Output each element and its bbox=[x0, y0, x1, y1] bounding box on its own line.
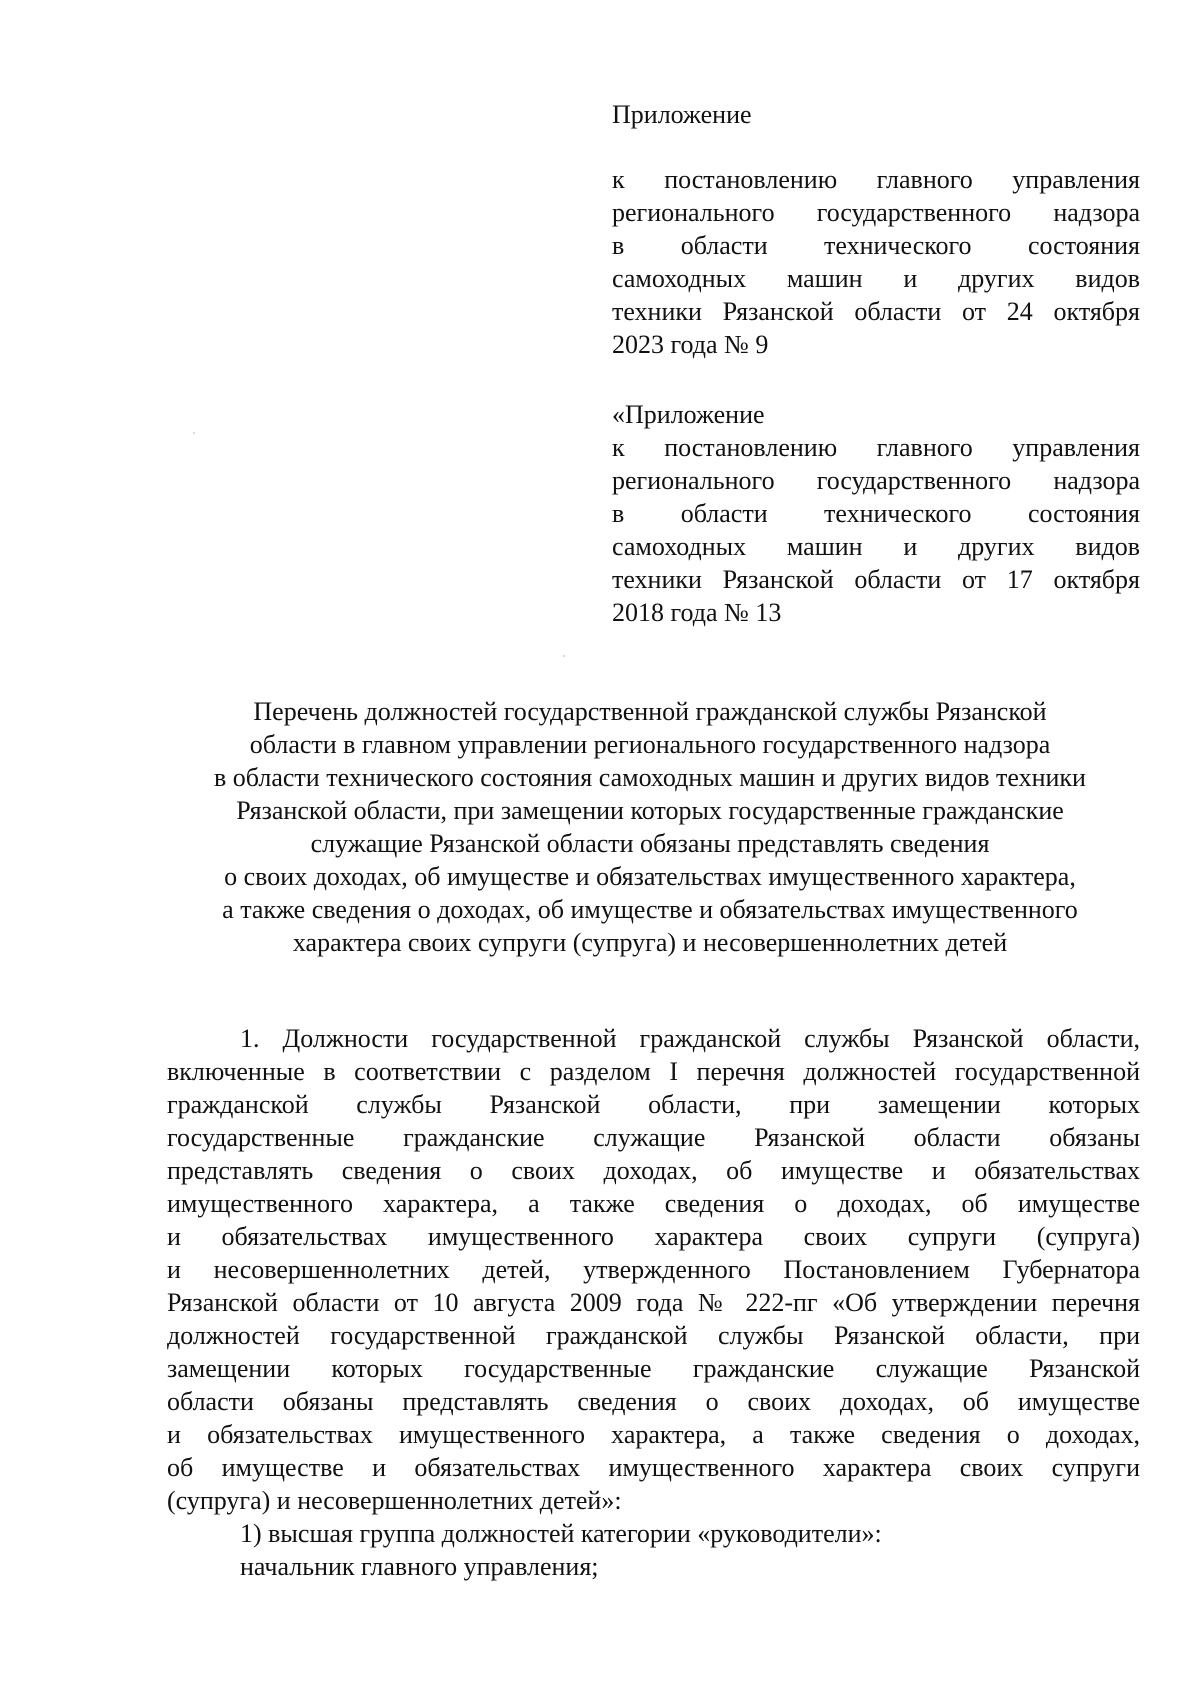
appendix-reference-line: к постановлению главного управления bbox=[612, 165, 1140, 194]
appendix-reference-line: самоходных машин и других видов bbox=[612, 264, 1140, 293]
body-line: замещении которых государственные гражданские служащие Рязанской bbox=[167, 1354, 1140, 1383]
body-line: и обязательствах имущественного характера своих супруги (супруга) bbox=[167, 1222, 1140, 1251]
body-paragraph bbox=[167, 1022, 1140, 1583]
body-line: и обязательствах имущественного характера, а также сведения о доходах, bbox=[167, 1420, 1140, 1449]
body-line: об имуществе и обязательствах имущественного характера своих супруги bbox=[167, 1453, 1140, 1482]
heading-line: характера своих супруги (супруга) и несовершеннолетних детей bbox=[292, 928, 1008, 957]
list-item: 1) высшая группа должностей категории «руководители»: bbox=[240, 1519, 882, 1548]
heading-line: а также сведения о доходах, об имуществе и обязательствах имущественного bbox=[222, 895, 1078, 924]
quoted-appendix-line: в области технического состояния bbox=[612, 499, 1140, 528]
heading-line: о своих доходах, об имуществе и обязательствах имущественного характера, bbox=[224, 862, 1076, 891]
heading-line: в области технического состояния самоходных машин и других видов техники bbox=[214, 763, 1086, 792]
body-line: области обязаны представлять сведения о своих доходах, об имуществе bbox=[167, 1387, 1140, 1416]
body-line: государственные гражданские служащие Рязанской области обязаны bbox=[167, 1123, 1140, 1152]
appendix-reference-line: в области технического состояния bbox=[612, 231, 1140, 260]
body-line: Рязанской области от 10 августа 2009 года № 222-пг «Об утверждении перечня bbox=[167, 1288, 1140, 1317]
body-line: и несовершеннолетних детей, утвержденного Постановлением Губернатора bbox=[167, 1255, 1140, 1284]
appendix-reference bbox=[612, 163, 1140, 361]
quoted-appendix-line: самоходных машин и других видов bbox=[612, 532, 1140, 561]
body-line: должностей государственной гражданской службы Рязанской области, при bbox=[167, 1321, 1140, 1350]
quoted-appendix-line: к постановлению главного управления bbox=[612, 433, 1140, 462]
list-item: начальник главного управления; bbox=[240, 1552, 599, 1581]
heading-line: области в главном управлении регионального государственного надзора bbox=[249, 730, 1051, 759]
body-line: имущественного характера, а также сведения о доходах, об имуществе bbox=[167, 1189, 1140, 1218]
body-line: включенные в соответствии с разделом I перечня должностей государственной bbox=[167, 1057, 1140, 1086]
quoted-appendix-title: «Приложение bbox=[612, 400, 765, 429]
heading-line: Рязанской области, при замещении которых государственные гражданские bbox=[236, 796, 1064, 825]
quoted-appendix-line: регионального государственного надзора bbox=[612, 466, 1140, 495]
appendix-reference-line: регионального государственного надзора bbox=[612, 198, 1140, 227]
appendix-title: Приложение bbox=[612, 100, 752, 129]
quoted-appendix-line: 2018 года № 13 bbox=[612, 598, 782, 627]
heading-line: служащие Рязанской области обязаны представлять сведения bbox=[310, 829, 990, 858]
quoted-appendix-line: техники Рязанской области от 17 октября bbox=[612, 565, 1140, 594]
body-line: (супруга) и несовершеннолетних детей»: bbox=[167, 1486, 622, 1515]
body-line: гражданской службы Рязанской области, при замещении которых bbox=[167, 1090, 1140, 1119]
scan-speck bbox=[193, 432, 195, 434]
body-line: представлять сведения о своих доходах, об имуществе и обязательствах bbox=[167, 1156, 1140, 1185]
scan-speck bbox=[563, 655, 565, 657]
appendix-reference-line: техники Рязанской области от 24 октября bbox=[612, 297, 1140, 326]
appendix-reference-line: 2023 года № 9 bbox=[612, 330, 769, 359]
body-line: 1. Должности государственной гражданской службы Рязанской области, bbox=[240, 1024, 1140, 1053]
document-heading bbox=[120, 695, 1180, 959]
heading-line: Перечень должностей государственной гражданской службы Рязанской bbox=[253, 697, 1047, 726]
quoted-appendix-reference bbox=[612, 431, 1140, 629]
